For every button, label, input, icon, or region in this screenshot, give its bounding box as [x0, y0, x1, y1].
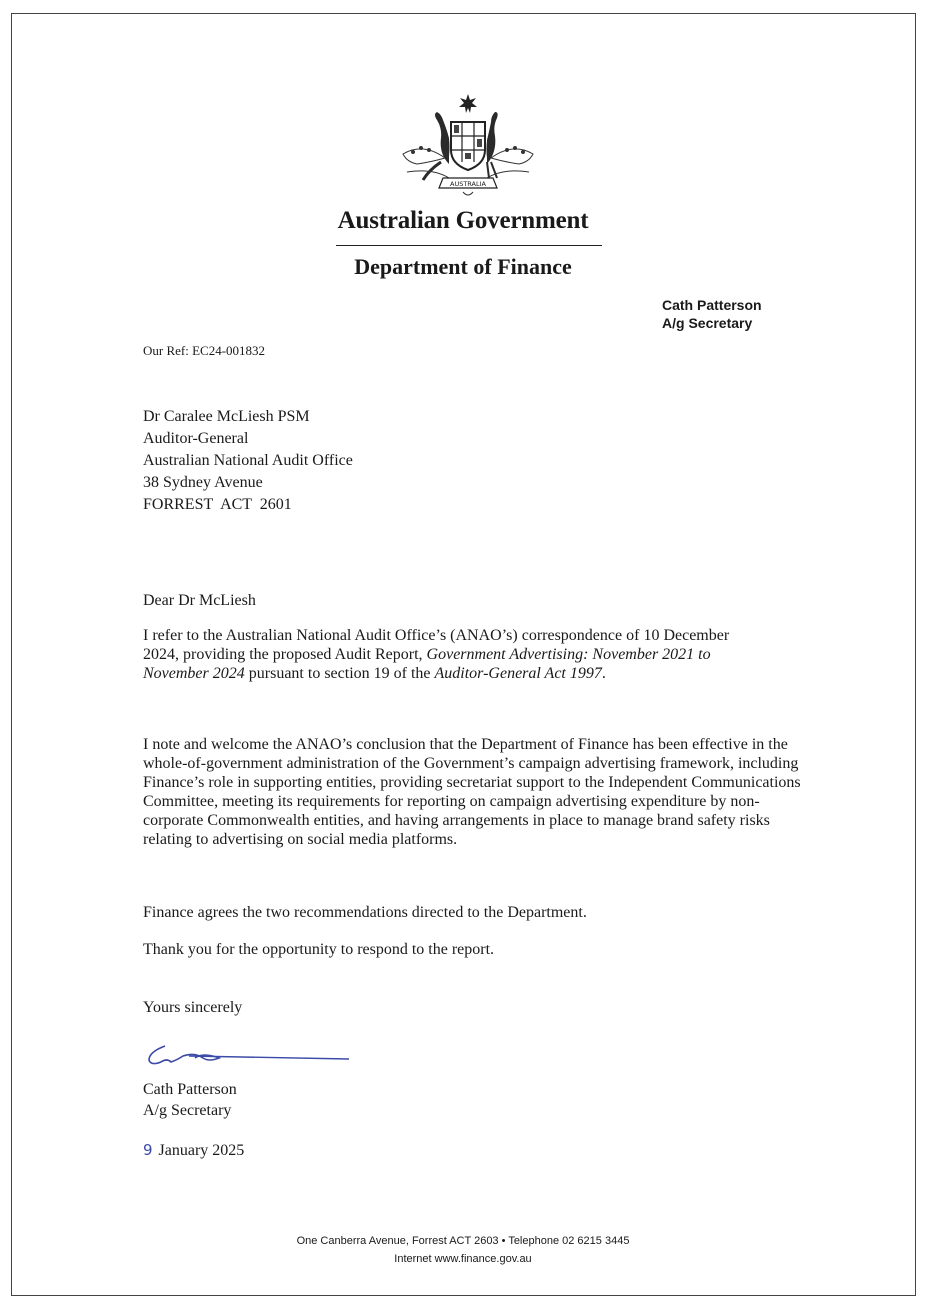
paragraph-1-text: I refer to the Australian National Audit Office’s (ANAO’s) correspondence of 10 December 2024, providing the proposed Audit Report,: [143, 627, 730, 663]
closing: Yours sincerely: [143, 999, 243, 1016]
act-title: Auditor-General Act 1997: [434, 665, 602, 682]
sender-title: A/g Secretary: [662, 315, 753, 331]
address-line: FORREST ACT 2601: [143, 496, 292, 513]
report-title: Government Advertising: November 2021 to November 2024: [143, 646, 711, 682]
coat-of-arms-icon: [393, 92, 543, 202]
signer-title: A/g Secretary: [143, 1102, 232, 1119]
footer-website: Internet www.finance.gov.au: [394, 1253, 532, 1265]
department-title: Department of Finance: [354, 254, 572, 279]
paragraph-4: Thank you for the opportunity to respond to the report.: [143, 941, 495, 958]
footer-address: One Canberra Avenue, Forrest ACT 2603 • Telephone 02 6215 3445: [296, 1235, 630, 1247]
address-line: Auditor-General: [143, 430, 249, 447]
government-title: Australian Government: [337, 207, 589, 234]
address-line: 38 Sydney Avenue: [143, 474, 263, 491]
crest-label: AUSTRALIA: [450, 180, 486, 188]
handwritten-day: 9: [143, 1141, 153, 1159]
letter-date: [143, 1141, 244, 1160]
date-month-year: January 2025: [158, 1142, 245, 1159]
paragraph-2: I note and welcome the ANAO’s conclusion that the Department of Finance has been effective in the whole-of-government administration of the Government’s campaign advertising framework, including Finance’s role in supporting entities, providing secretariat support to the Independent Communications Committee, meeting its requirements for reporting on campaign advertising expenditure by non-corporate Commonwealth entities, and having arrangements in place to manage brand safety risks relating to advertising on social media platforms.: [143, 736, 801, 848]
paragraph-1: [143, 626, 763, 683]
signer-block: [143, 1079, 237, 1121]
our-reference: Our Ref: EC24-001832: [143, 343, 266, 358]
paragraph-1-end: .: [601, 665, 606, 682]
paragraph-3: Finance agrees the two recommendations directed to the Department.: [143, 904, 587, 921]
letterhead-divider: [336, 245, 602, 246]
salutation: Dear Dr McLiesh: [143, 592, 256, 609]
handwritten-signature: [143, 1038, 353, 1072]
recipient-address: [143, 406, 353, 516]
paragraph-1-text-b: pursuant to section 19 of the: [244, 665, 435, 682]
signer-name: Cath Patterson: [143, 1081, 237, 1098]
sender-block: [662, 296, 762, 332]
sender-name: Cath Patterson: [662, 297, 762, 313]
address-line: Australian National Audit Office: [143, 452, 353, 469]
address-line: Dr Caralee McLiesh PSM: [143, 408, 310, 425]
